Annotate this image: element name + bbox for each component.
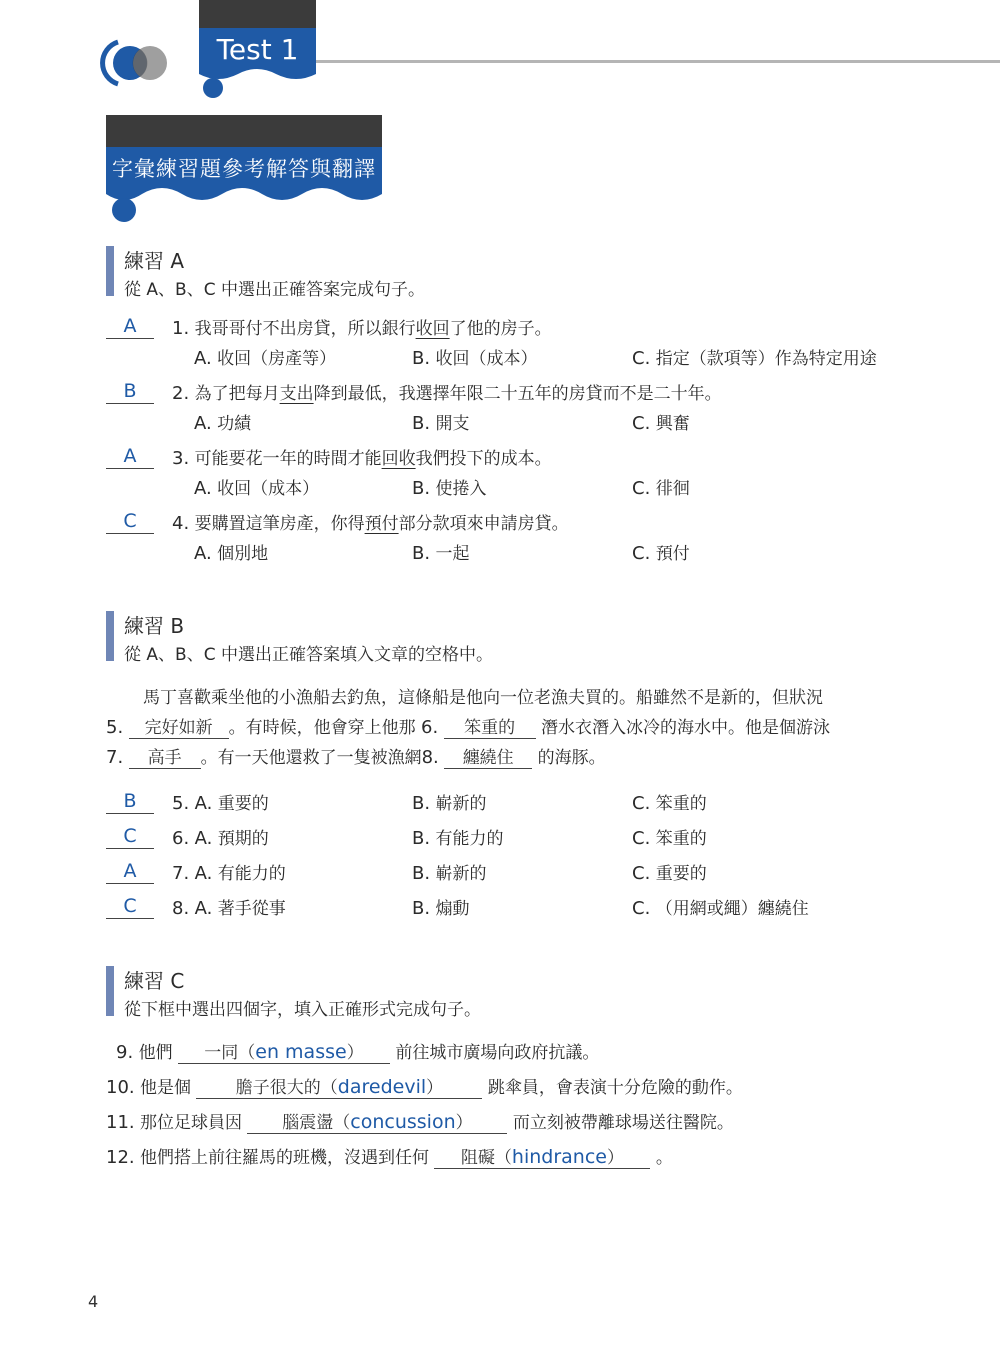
option-b-text: 收回（成本） (435, 349, 538, 369)
answer-zh: 一同（ (204, 1043, 256, 1063)
exercise-c-title: 練習 C (124, 969, 185, 993)
option-b: B. 煽動 (412, 898, 470, 919)
answer-blank: B (106, 379, 154, 404)
option-c: C. （用網或繩）纏繞住 (632, 898, 809, 919)
answer-en: concussion (350, 1111, 456, 1133)
option-b: B. 一起 (412, 543, 470, 564)
option-a-text: 收回（房產等） (217, 349, 337, 369)
header-rule (316, 60, 1000, 63)
answer-en: daredevil (337, 1076, 427, 1098)
answer-zh: 腦震盪（ (282, 1113, 351, 1133)
answer-zh: 阻礙（ (460, 1148, 512, 1168)
page-number: 4 (88, 1292, 99, 1311)
option-c-text: 指定（款項等）作為特定用途 (655, 349, 877, 369)
blank-number: 7. (106, 747, 124, 768)
option-c-text: （用網或繩）纏繞住 (655, 899, 809, 919)
section-title: 字彙練習題參考解答與翻譯 (112, 157, 376, 181)
option-c: C. 徘徊 (632, 478, 690, 499)
section-dot-icon (112, 198, 136, 222)
question-number: 5. (172, 793, 190, 814)
option-b-text: 煽動 (435, 899, 470, 919)
passage-blank-8: 纏繞住 (444, 743, 532, 769)
option-b-text: 開支 (435, 414, 470, 434)
answer-blank: C (106, 824, 154, 849)
answer-blank (434, 1143, 650, 1169)
question-number: 12. (106, 1147, 135, 1168)
option-a-text: 收回（成本） (217, 479, 320, 499)
option-a: A. 收回（房產等） (194, 348, 337, 369)
option-b: B. 收回（成本） (412, 348, 538, 369)
tab-dot-icon (203, 78, 223, 98)
exercise-b-title: 練習 B (124, 614, 185, 638)
exercise-c-item-9 (116, 1038, 599, 1064)
question-post: 部分款項來申請房貸。 (398, 514, 569, 534)
exercise-a-bar (106, 246, 114, 296)
passage-blank-6: 笨重的 (444, 713, 536, 739)
option-a: A. 個別地 (194, 543, 269, 564)
option-c: C. 興奮 (632, 413, 690, 434)
option-a-text: 有能力的 (217, 864, 286, 884)
answer-close: ） (426, 1078, 444, 1098)
exercise-b-instruction: 從 A、B、C 中選出正確答案填入文章的空格中。 (124, 645, 493, 665)
option-c-text: 徘徊 (655, 479, 690, 499)
question-pre: 他們 (138, 1043, 173, 1063)
option-c: C. 預付 (632, 543, 690, 564)
passage-text: 。有一天他還救了一隻被漁網 (200, 748, 422, 768)
option-a: 5. A. 重要的 (172, 793, 269, 814)
question-number: 2. (172, 383, 190, 404)
option-b-text: 嶄新的 (435, 864, 487, 884)
answer-en: en masse (255, 1041, 347, 1063)
option-b: B. 嶄新的 (412, 793, 487, 814)
exercise-a-instruction: 從 A、B、C 中選出正確答案完成句子。 (124, 280, 425, 300)
answer-blank: B (106, 789, 154, 814)
exercise-c-item-12 (106, 1143, 673, 1169)
question-number: 3. (172, 448, 190, 469)
question-number: 1. (172, 318, 190, 339)
option-b-text: 一起 (435, 544, 470, 564)
option-b-text: 嶄新的 (435, 794, 487, 814)
question-post: 降到最低，我選擇年限二十五年的房貸而不是二十年。 (313, 384, 722, 404)
answer-blank: C (106, 894, 154, 919)
question-post: 而立刻被帶離球場送往醫院。 (512, 1113, 734, 1133)
question-pre: 可能要花一年的時間才能 (194, 449, 382, 469)
question-pre: 他們搭上前往羅馬的班機，沒遇到任何 (140, 1148, 430, 1168)
answer-blank: A (106, 859, 154, 884)
option-a: 6. A. 預期的 (172, 828, 269, 849)
option-b-text: 使捲入 (435, 479, 487, 499)
exercise-c-instruction: 從下框中選出四個字，填入正確形式完成句子。 (124, 1000, 481, 1020)
passage-line-1: 馬丁喜歡乘坐他的小漁船去釣魚，這條船是他向一位老漁夫買的。船雖然不是新的，但狀況 (143, 688, 823, 708)
option-a: A. 功績 (194, 413, 252, 434)
question-number: 4. (172, 513, 190, 534)
question-post: 跳傘員，會表演十分危險的動作。 (487, 1078, 743, 1098)
question-text (172, 444, 552, 469)
option-a: 8. A. 著手從事 (172, 898, 286, 919)
question-text (172, 379, 722, 404)
exercise-a-title: 練習 A (124, 249, 185, 273)
question-keyword: 收回 (415, 319, 450, 339)
blank-number: 6. (421, 717, 439, 738)
question-pre: 我哥哥付不出房貸，所以銀行 (194, 319, 416, 339)
answer-close: ） (455, 1113, 473, 1133)
option-b: B. 使捲入 (412, 478, 487, 499)
question-keyword: 回收 (381, 449, 416, 469)
passage-text: 潛水衣潛入冰冷的海水中。他是個游泳 (541, 718, 830, 738)
question-post: 。 (655, 1148, 673, 1168)
option-a-text: 個別地 (217, 544, 269, 564)
blank-number: 5. (106, 717, 124, 738)
answer-close: ） (346, 1043, 364, 1063)
answer-zh: 膽子很大的（ (235, 1078, 338, 1098)
option-c: C. 笨重的 (632, 793, 707, 814)
test-label: Test 1 (216, 33, 299, 66)
question-pre: 要購置這筆房產，你得 (194, 514, 365, 534)
passage-line-3 (106, 743, 606, 769)
answer-blank: A (106, 444, 154, 469)
option-a: 7. A. 有能力的 (172, 863, 286, 884)
exercise-c-item-10 (106, 1073, 743, 1099)
answer-blank: C (106, 509, 154, 534)
question-keyword: 預付 (364, 514, 399, 534)
option-c: C. 重要的 (632, 863, 707, 884)
question-number: 9. (116, 1042, 134, 1063)
question-number: 6. (172, 828, 190, 849)
option-a-text: 重要的 (217, 794, 269, 814)
question-pre: 他是個 (140, 1078, 192, 1098)
option-c-text: 笨重的 (655, 829, 707, 849)
option-b: B. 嶄新的 (412, 863, 487, 884)
passage-blank-7: 高手 (129, 743, 201, 769)
question-post: 了他的房子。 (449, 319, 552, 339)
option-a-text: 著手從事 (217, 899, 286, 919)
question-keyword: 支出 (279, 384, 314, 404)
question-number: 7. (172, 863, 190, 884)
passage-text: 。有時候，他會穿上他那 (228, 718, 416, 738)
answer-blank (247, 1108, 507, 1134)
answer-en: hindrance (511, 1146, 607, 1168)
option-c-text: 興奮 (655, 414, 690, 434)
passage-blank-5: 完好如新 (129, 713, 229, 739)
question-number: 8. (172, 898, 190, 919)
option-c-text: 笨重的 (655, 794, 707, 814)
option-a-text: 預期的 (217, 829, 269, 849)
question-post: 我們投下的成本。 (415, 449, 552, 469)
passage-text: 的海豚。 (537, 748, 606, 768)
answer-blank (178, 1038, 390, 1064)
question-pre: 那位足球員因 (140, 1113, 243, 1133)
question-number: 11. (106, 1112, 135, 1133)
question-post: 前往城市廣場向政府抗議。 (395, 1043, 600, 1063)
section-title-top (106, 115, 382, 147)
option-b-text: 有能力的 (435, 829, 504, 849)
option-a-text: 功績 (217, 414, 252, 434)
exercise-b-bar (106, 611, 114, 661)
question-text (172, 509, 569, 534)
option-b: B. 有能力的 (412, 828, 504, 849)
answer-blank (196, 1073, 482, 1099)
passage-line-2 (106, 713, 830, 739)
exercise-c-item-11 (106, 1108, 734, 1134)
question-pre: 為了把每月 (194, 384, 280, 404)
blank-number: 8. (421, 747, 439, 768)
option-c: C. 笨重的 (632, 828, 707, 849)
option-a: A. 收回（成本） (194, 478, 320, 499)
answer-blank: A (106, 314, 154, 339)
option-c-text: 重要的 (655, 864, 707, 884)
answer-close: ） (606, 1148, 624, 1168)
question-number: 10. (106, 1077, 135, 1098)
option-c: C. 指定（款項等）作為特定用途 (632, 348, 877, 369)
option-c-text: 預付 (655, 544, 690, 564)
option-b: B. 開支 (412, 413, 470, 434)
question-text (172, 314, 552, 339)
exercise-c-bar (106, 966, 114, 1016)
